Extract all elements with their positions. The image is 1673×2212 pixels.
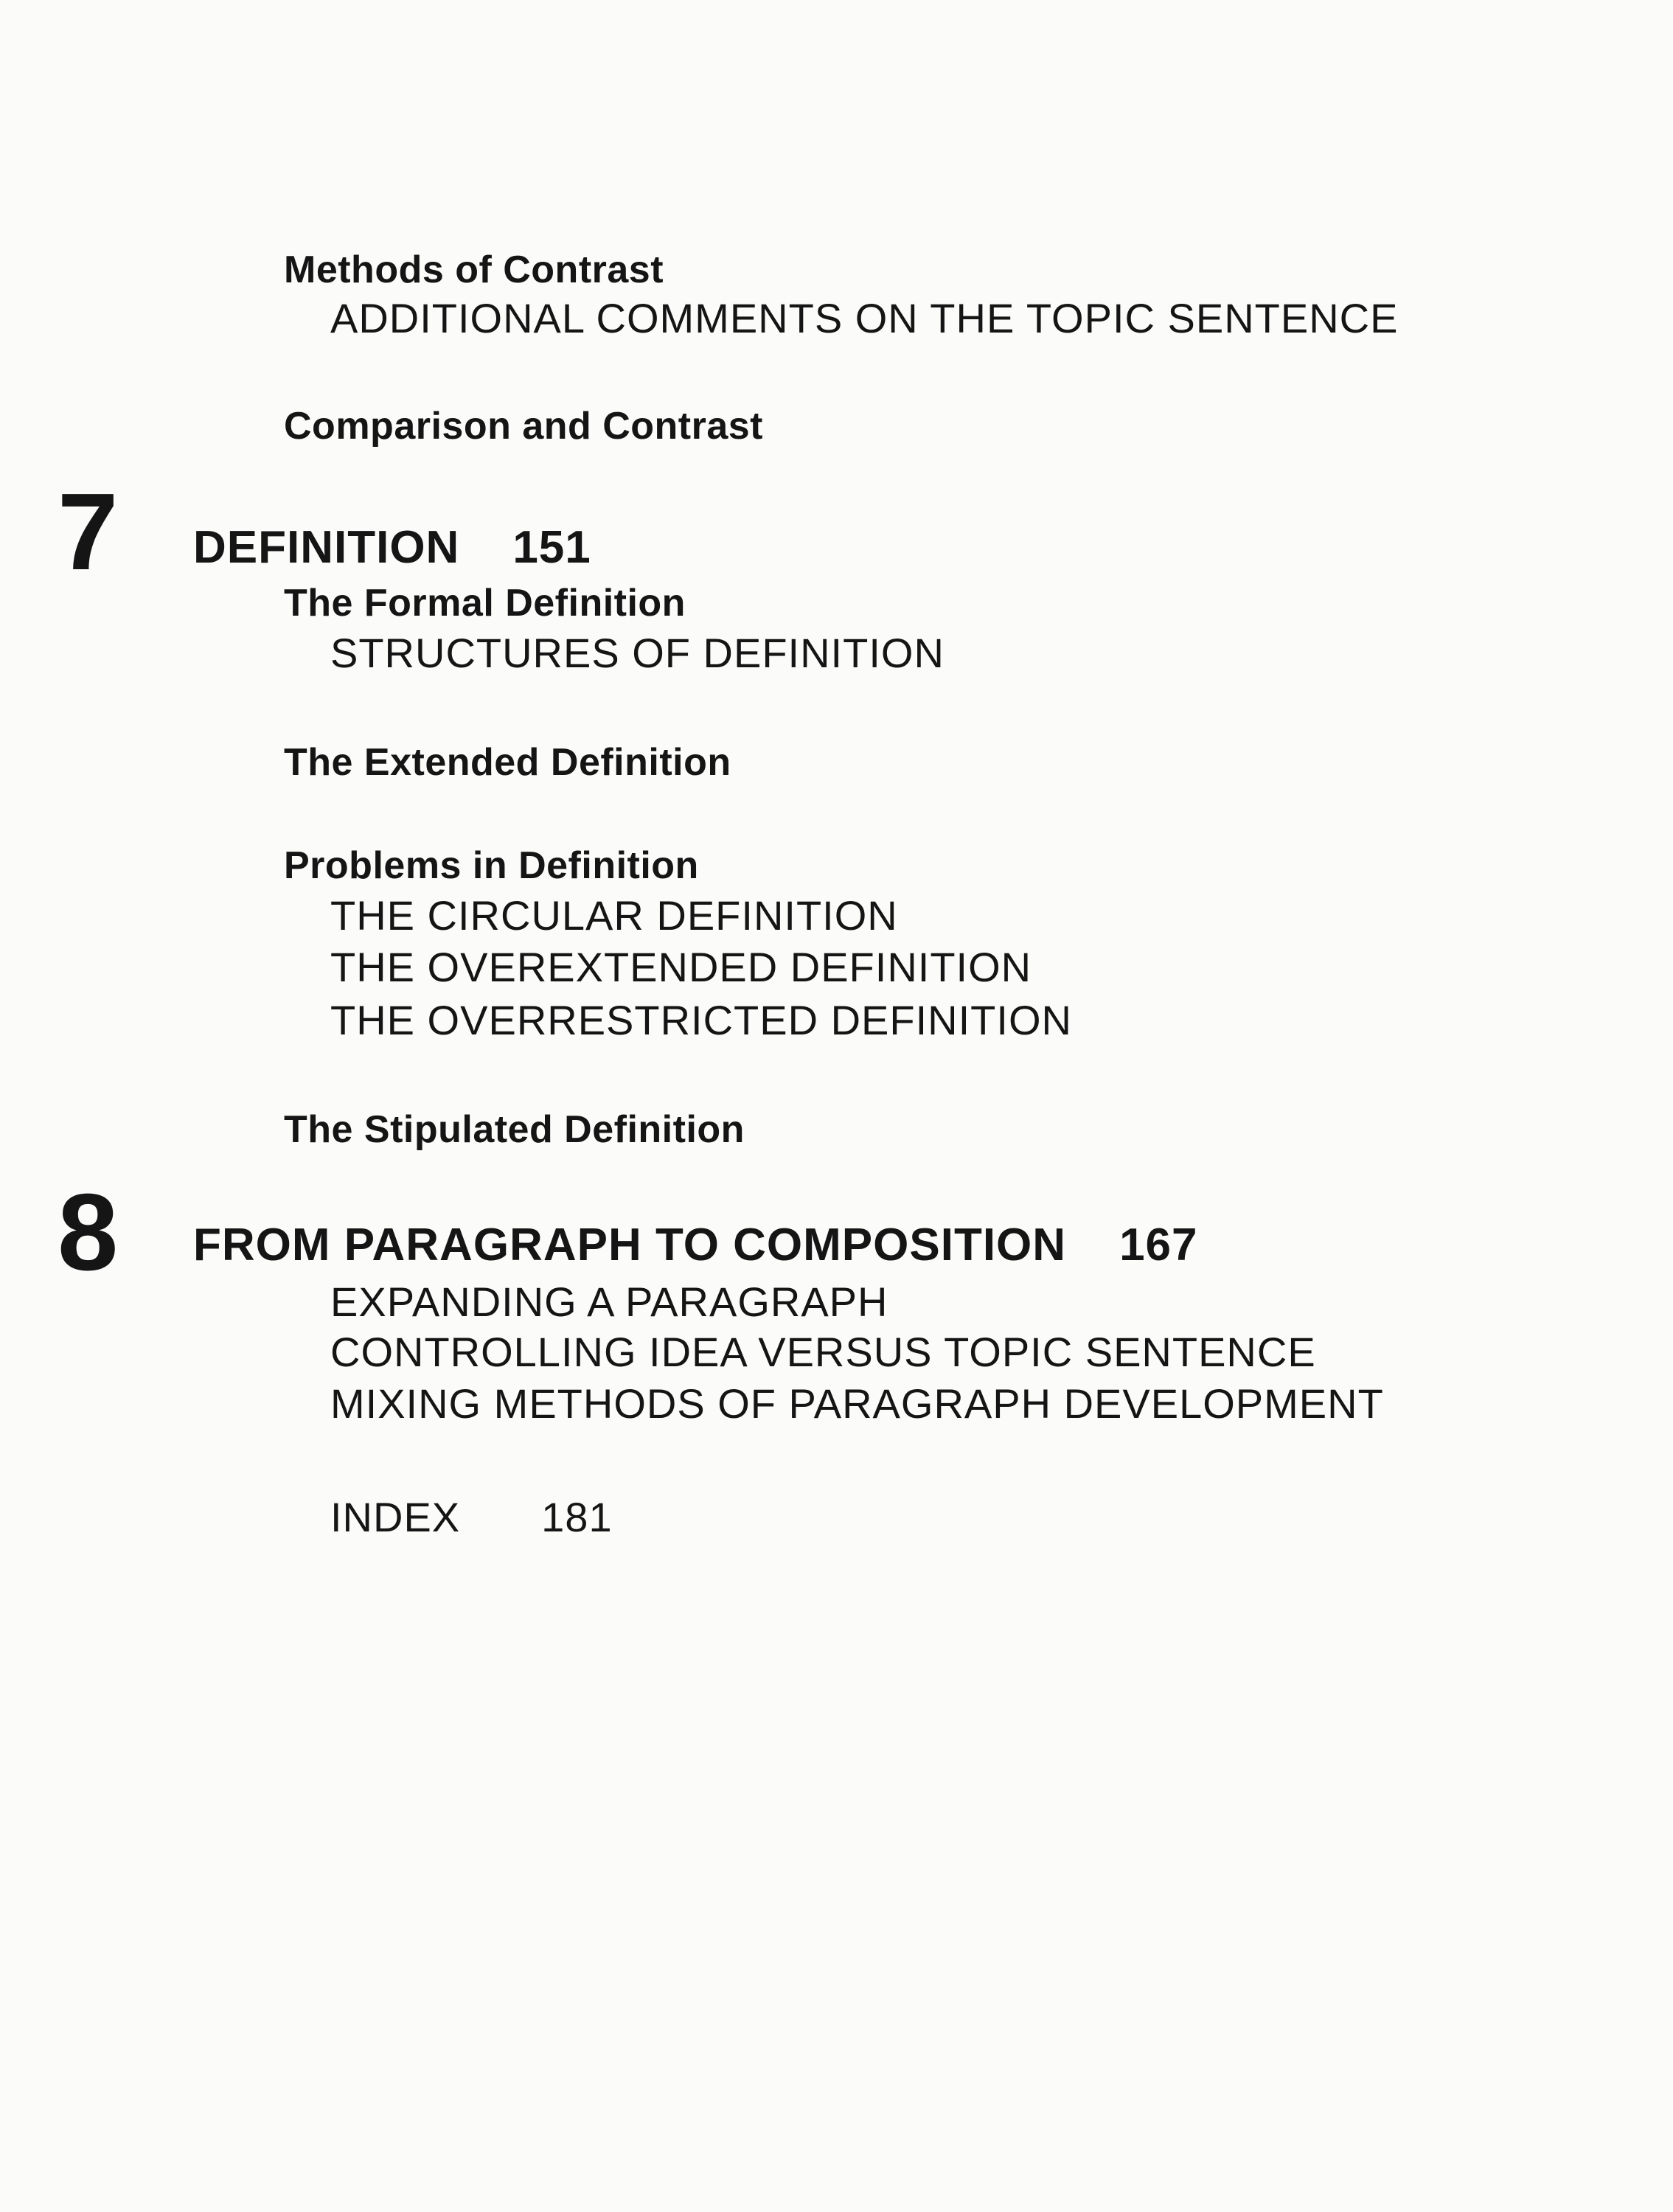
toc-index-page-number: 181 <box>541 1494 613 1540</box>
toc-sub-overextended-definition: THE OVEREXTENDED DEFINITION <box>330 944 1032 990</box>
chapter-8-heading <box>193 1222 1198 1268</box>
toc-sub-controlling-idea: CONTROLLING IDEA VERSUS TOPIC SENTENCE <box>330 1329 1316 1375</box>
toc-section-problems-in-definition: Problems in Definition <box>284 844 699 887</box>
toc-index-label: INDEX <box>330 1494 461 1540</box>
chapter-7-title: DEFINITION <box>193 522 460 573</box>
toc-section-extended-definition: The Extended Definition <box>284 741 731 784</box>
toc-section-stipulated-definition: The Stipulated Definition <box>284 1108 745 1151</box>
chapter-7-number: 7 <box>58 471 119 593</box>
toc-sub-expanding-a-paragraph: EXPANDING A PARAGRAPH <box>330 1279 888 1325</box>
toc-sub-additional-comments: ADDITIONAL COMMENTS ON THE TOPIC SENTENCE <box>330 295 1399 341</box>
toc-index-entry <box>330 1494 613 1540</box>
toc-section-formal-definition: The Formal Definition <box>284 582 686 625</box>
chapter-8-page-number: 167 <box>1119 1220 1198 1270</box>
toc-section-comparison-and-contrast: Comparison and Contrast <box>284 405 763 448</box>
toc-sub-circular-definition: THE CIRCULAR DEFINITION <box>330 892 898 939</box>
toc-sub-overrestricted-definition: THE OVERRESTRICTED DEFINITION <box>330 997 1072 1043</box>
chapter-8-title: FROM PARAGRAPH TO COMPOSITION <box>193 1220 1067 1270</box>
toc-sub-mixing-methods: MIXING METHODS OF PARAGRAPH DEVELOPMENT <box>330 1380 1384 1427</box>
toc-section-methods-of-contrast: Methods of Contrast <box>284 248 664 291</box>
chapter-7-page-number: 151 <box>512 522 591 573</box>
chapter-8-number: 8 <box>58 1172 119 1293</box>
toc-sub-structures-of-definition: STRUCTURES OF DEFINITION <box>330 630 945 676</box>
chapter-7-heading <box>193 522 591 573</box>
